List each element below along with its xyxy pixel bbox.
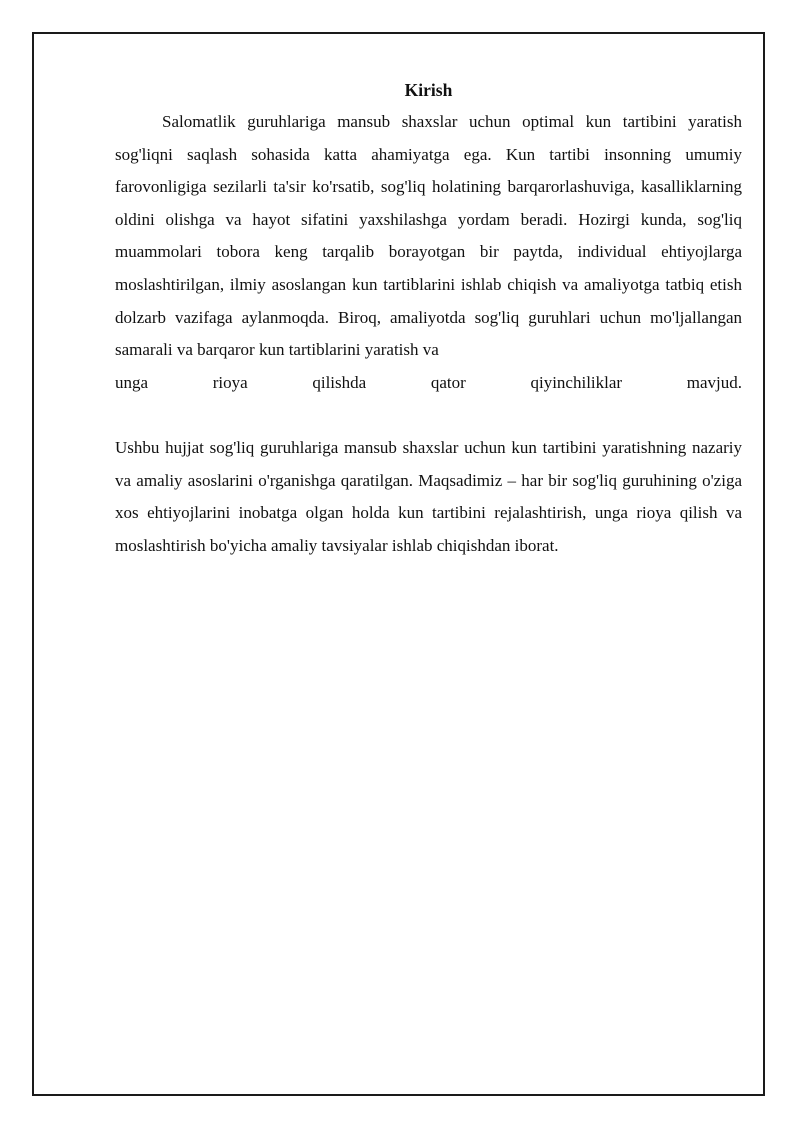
paragraph-purpose: Ushbu hujjat sog'liq guruhlariga mansub shaxslar uchun kun tartibini yaratishning nazariy va amaliy asoslarini o'rganishga qaratilgan. Maqsadimiz – har bir sog'liq guruhining o'ziga xos ehtiyojlarini inobatga olgan holda kun tartibini rejalashtirish, unga rioya qilish va moslashtirish bo'yicha amaliy tavsiyalar ishlab chiqishdan iborat. <box>115 437 742 555</box>
paragraph-spacer <box>115 399 742 432</box>
document-heading: Kirish <box>404 80 453 100</box>
paragraph-1-text: Salomatlik guruhlariga mansub shaxslar uchun optimal kun tartibini yaratish sog'liqni saqlash sohasida katta ahamiyatga ega. Kun tartibi insonning umumiy farovonligiga sezilarli ta'sir ko'rsatib, sog'liq holatining barqarorlashuviga, kasalliklarning oldini olishga va hayot sifatini yaxshilashga yordam beradi. Hozirgi kunda, sog'liq muammolari tobora keng tarqalib borayotgan bir paytda, individual ehtiyojlarga moslashtirilgan, ilmiy asoslangan kun tartiblarini ishlab chiqish va amaliyotga tatbiq etish dolzarb vazifaga aylanmoqda. Biroq, amaliyotda sog'liq guruhlari uchun mo'ljallangan samarali va barqaror kun tartiblarini yaratish va <box>115 112 742 360</box>
paragraph-introduction <box>115 106 742 399</box>
paragraph-1-last-line: unga rioya qilishda qator qiyinchiliklar mavjud. <box>115 372 742 392</box>
document-body <box>115 74 742 562</box>
